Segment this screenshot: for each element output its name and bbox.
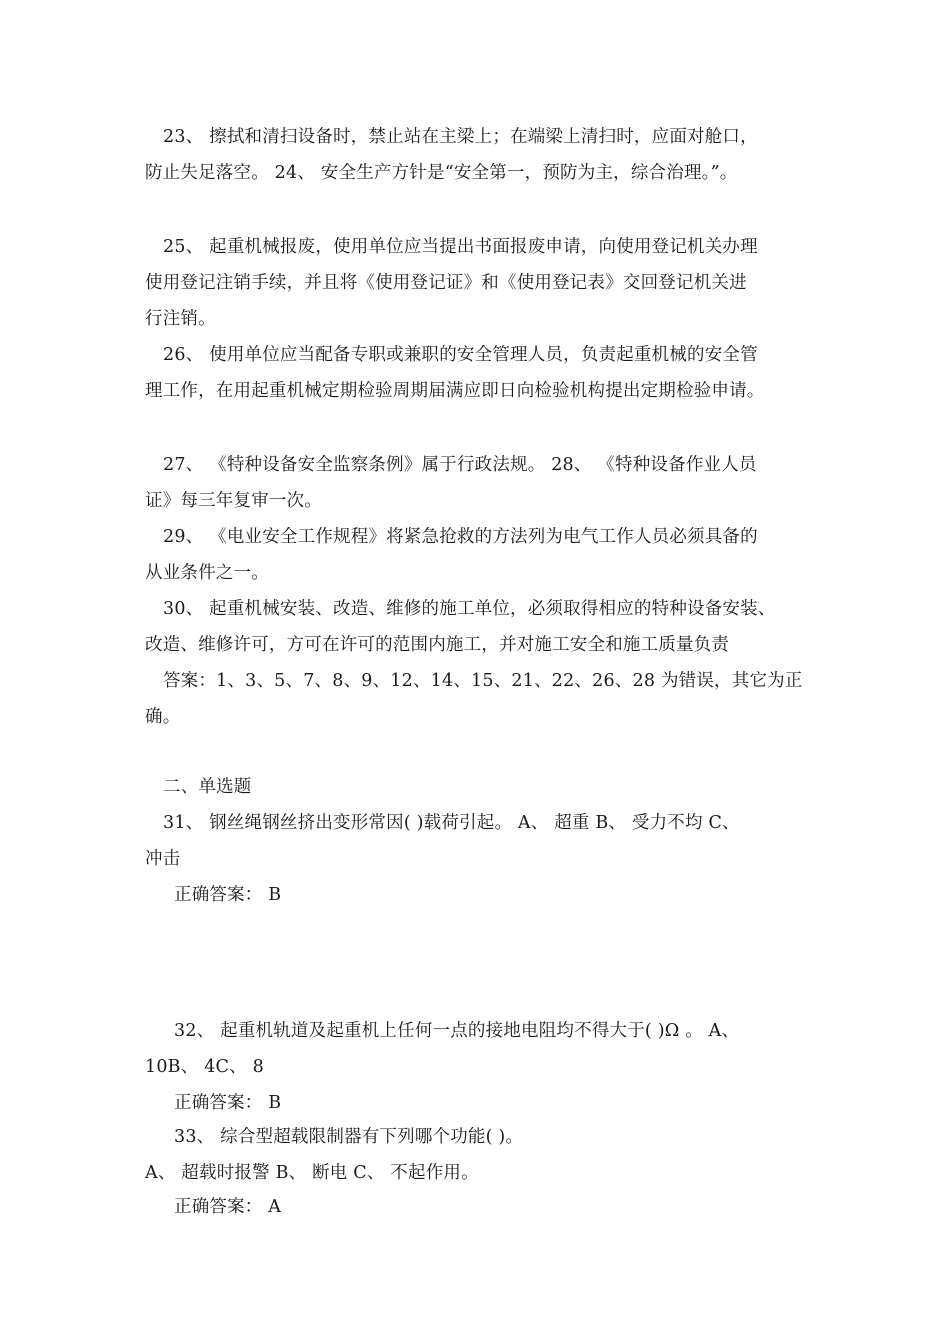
item-26-line-2: 理工作，在用起重机械定期检验周期届满应即日向检验机构提出定期检验申请。 [145,381,765,401]
section-heading: 二、单选题 [163,777,252,797]
item-33-options: A、 超载时报警 B、 断电 C、 不起作用。 [145,1163,479,1183]
item-32-answer: 正确答案： B [174,1093,282,1113]
item-32-line-2: 10B、 4C、 8 [145,1057,264,1077]
item-30-line-1: 30、 起重机械安装、改造、维修的施工单位，必须取得相应的特种设备安装、 [163,599,776,619]
item-26-line-1: 26、 使用单位应当配备专职或兼职的安全管理人员，负责起重机械的安全管 [163,345,758,365]
item-30-line-2: 改造、维修许可，方可在许可的范围内施工，并对施工安全和施工质量负责 [145,635,730,655]
item-27-28-line-1: 27、 《特种设备安全监察条例》属于行政法规。 28、 《特种设备作业人员 [163,455,757,475]
item-33-line-1: 33、 综合型超载限制器有下列哪个功能( )。 [174,1127,524,1147]
item-28-line-2: 证》每三年复审一次。 [145,491,322,511]
item-31-line-2: 冲击 [145,849,181,869]
item-23-24-line-2: 防止失足落空。 24、 安全生产方针是“安全第一，预防为主，综合治理。”。 [145,163,738,183]
item-23-line-1: 23、 擦拭和清扫设备时，禁止站在主梁上；在端梁上清扫时，应面对舱口， [163,127,758,147]
item-31-line-1: 31、 钢丝绳钢丝挤出变形常因( )载荷引起。 A、 超重 B、 受力不均 C、 [163,813,740,833]
item-29-line-1: 29、 《电业安全工作规程》将紧急抢救的方法列为电气工作人员必须具备的 [163,527,758,547]
item-25-line-3: 行注销。 [145,309,216,329]
answer-key-line-2: 确。 [145,707,181,727]
item-25-line-2: 使用登记注销手续，并且将《使用登记证》和《使用登记表》交回登记机关进 [145,273,747,293]
item-31-answer: 正确答案： B [174,885,282,905]
item-25-line-1: 25、 起重机械报废，使用单位应当提出书面报废申请，向使用登记机关办理 [163,237,758,257]
item-29-line-2: 从业条件之一。 [145,563,269,583]
item-33-answer: 正确答案： A [174,1197,282,1217]
item-32-line-1: 32、 起重机轨道及起重机上任何一点的接地电阻均不得大于( )Ω 。 A、 [174,1021,740,1041]
answer-key-line-1: 答案：1、3、5、7、8、9、12、14、15、21、22、26、28 为错误，其它为正 [163,671,803,691]
